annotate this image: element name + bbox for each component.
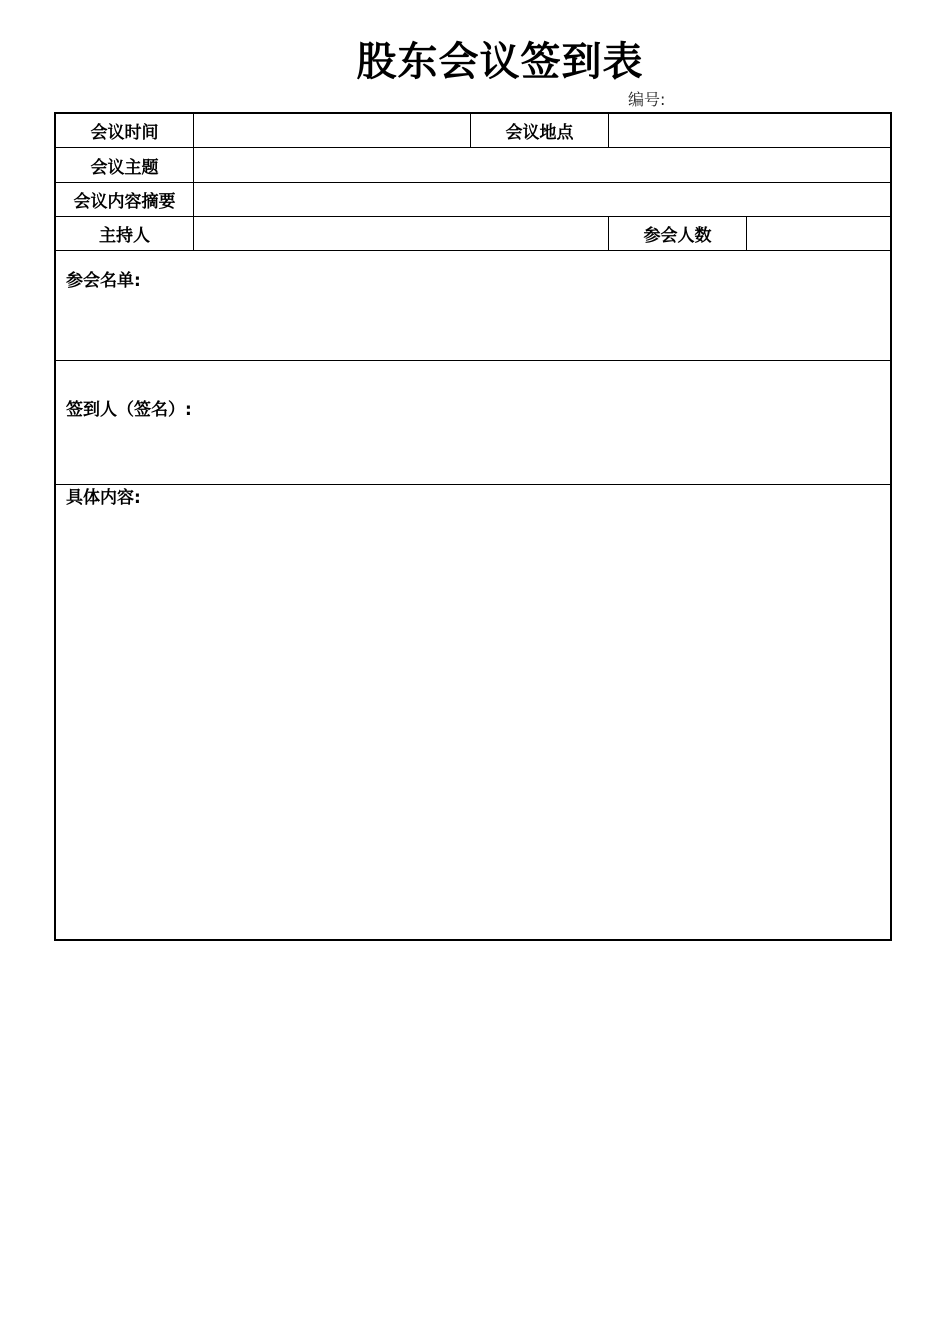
details-label: 具体内容: [66,488,141,508]
meeting-time-field[interactable] [194,114,471,147]
details-section[interactable] [56,485,890,939]
host-label: 主持人 [56,217,194,250]
meeting-time-label: 会议时间 [56,114,194,147]
meeting-place-field[interactable] [609,114,890,147]
meeting-summary-field[interactable] [194,183,890,216]
meeting-topic-field[interactable] [194,148,890,182]
row-topic [56,148,890,183]
form-title: 股东会议签到表 [356,38,644,85]
host-field[interactable] [194,217,609,250]
meeting-topic-label: 会议主题 [56,148,194,182]
signature-label: 签到人（签名）: [66,400,192,420]
row-time-place [56,114,890,148]
serial-number [628,90,665,110]
meeting-summary-label: 会议内容摘要 [56,183,194,216]
serial-number-label: 编号: [628,90,666,109]
attendee-list-label: 参会名单: [66,271,141,291]
attendee-count-label: 参会人数 [609,217,747,250]
sign-in-table [54,112,892,941]
row-summary [56,183,890,217]
attendee-list-section[interactable] [56,251,890,361]
meeting-place-label: 会议地点 [471,114,609,147]
attendee-count-field[interactable] [747,217,890,250]
signature-section[interactable] [56,361,890,485]
row-host-count [56,217,890,251]
